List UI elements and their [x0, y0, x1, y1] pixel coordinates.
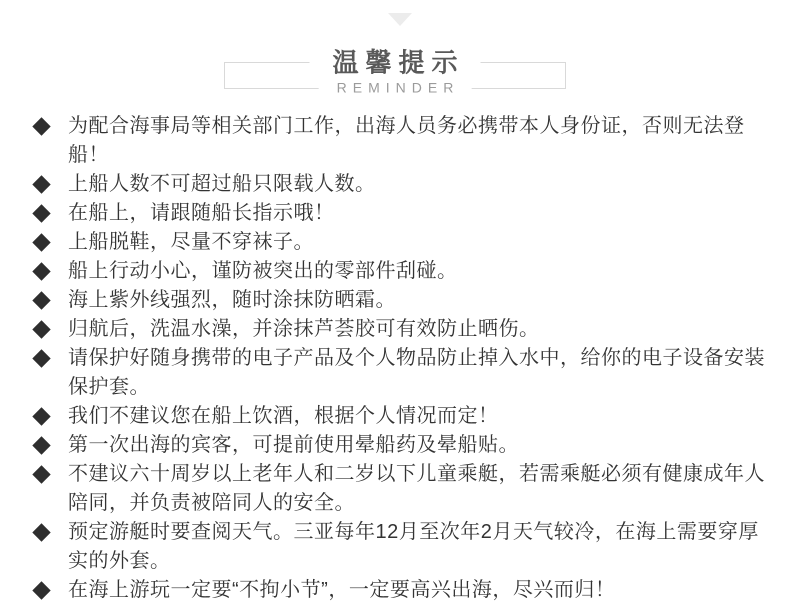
diamond-bullet-icon	[32, 407, 50, 425]
tip-text: 预定游艇时要查阅天气。三亚每年12月至次年2月天气较冷，在海上需要穿厚实的外套。	[68, 521, 759, 572]
tip-item	[68, 228, 772, 257]
tip-item	[68, 344, 772, 402]
tip-item	[68, 431, 772, 460]
tip-text: 海上紫外线强烈，随时涂抹防晒霜。	[68, 289, 396, 311]
diamond-bullet-icon	[32, 465, 50, 483]
title-frame	[224, 47, 566, 96]
down-triangle-icon	[388, 13, 412, 26]
diamond-bullet-icon	[32, 436, 50, 454]
tip-text: 请保护好随身携带的电子产品及个人物品防止掉入水中，给你的电子设备安装保护套。	[68, 347, 765, 398]
diamond-bullet-icon	[32, 204, 50, 222]
diamond-bullet-icon	[32, 233, 50, 251]
tip-text: 归航后，洗温水澡，并涂抹芦荟胶可有效防止晒伤。	[68, 318, 540, 340]
tip-item	[68, 315, 772, 344]
diamond-bullet-icon	[32, 581, 50, 599]
tip-item	[68, 199, 772, 228]
tip-text: 不建议六十周岁以上老年人和二岁以下儿童乘艇，若需乘艇必须有健康成年人陪同，并负责被陪同人的安全。	[68, 463, 765, 514]
tip-text: 上船脱鞋，尽量不穿袜子。	[68, 231, 314, 253]
diamond-bullet-icon	[32, 175, 50, 193]
tips-list	[0, 112, 800, 605]
diamond-bullet-icon	[32, 523, 50, 541]
page-subtitle: REMINDER	[319, 80, 472, 95]
diamond-bullet-icon	[32, 349, 50, 367]
diamond-bullet-icon	[32, 291, 50, 309]
tip-item	[68, 576, 772, 605]
tip-text: 船上行动小心，谨防被突出的零部件刮碰。	[68, 260, 458, 282]
tip-item	[68, 112, 772, 170]
tip-text: 第一次出海的宾客，可提前使用晕船药及晕船贴。	[68, 434, 519, 456]
tip-text: 在海上游玩一定要“不拘小节”，一定要高兴出海，尽兴而归！	[68, 579, 616, 601]
diamond-bullet-icon	[32, 262, 50, 280]
diamond-bullet-icon	[32, 320, 50, 338]
tip-item	[68, 286, 772, 315]
tip-item	[68, 257, 772, 286]
tip-text: 在船上，请跟随船长指示哦！	[68, 202, 335, 224]
tip-text: 我们不建议您在船上饮酒，根据个人情况而定！	[68, 405, 499, 427]
page-title: 温馨提示	[309, 49, 480, 78]
tip-item	[68, 460, 772, 518]
tip-item	[68, 170, 772, 199]
tip-text: 上船人数不可超过船只限载人数。	[68, 173, 376, 195]
diamond-bullet-icon	[32, 117, 50, 135]
tip-item	[68, 402, 772, 431]
tip-item	[68, 518, 772, 576]
tip-text: 为配合海事局等相关部门工作，出海人员务必携带本人身份证，否则无法登船！	[68, 115, 745, 166]
